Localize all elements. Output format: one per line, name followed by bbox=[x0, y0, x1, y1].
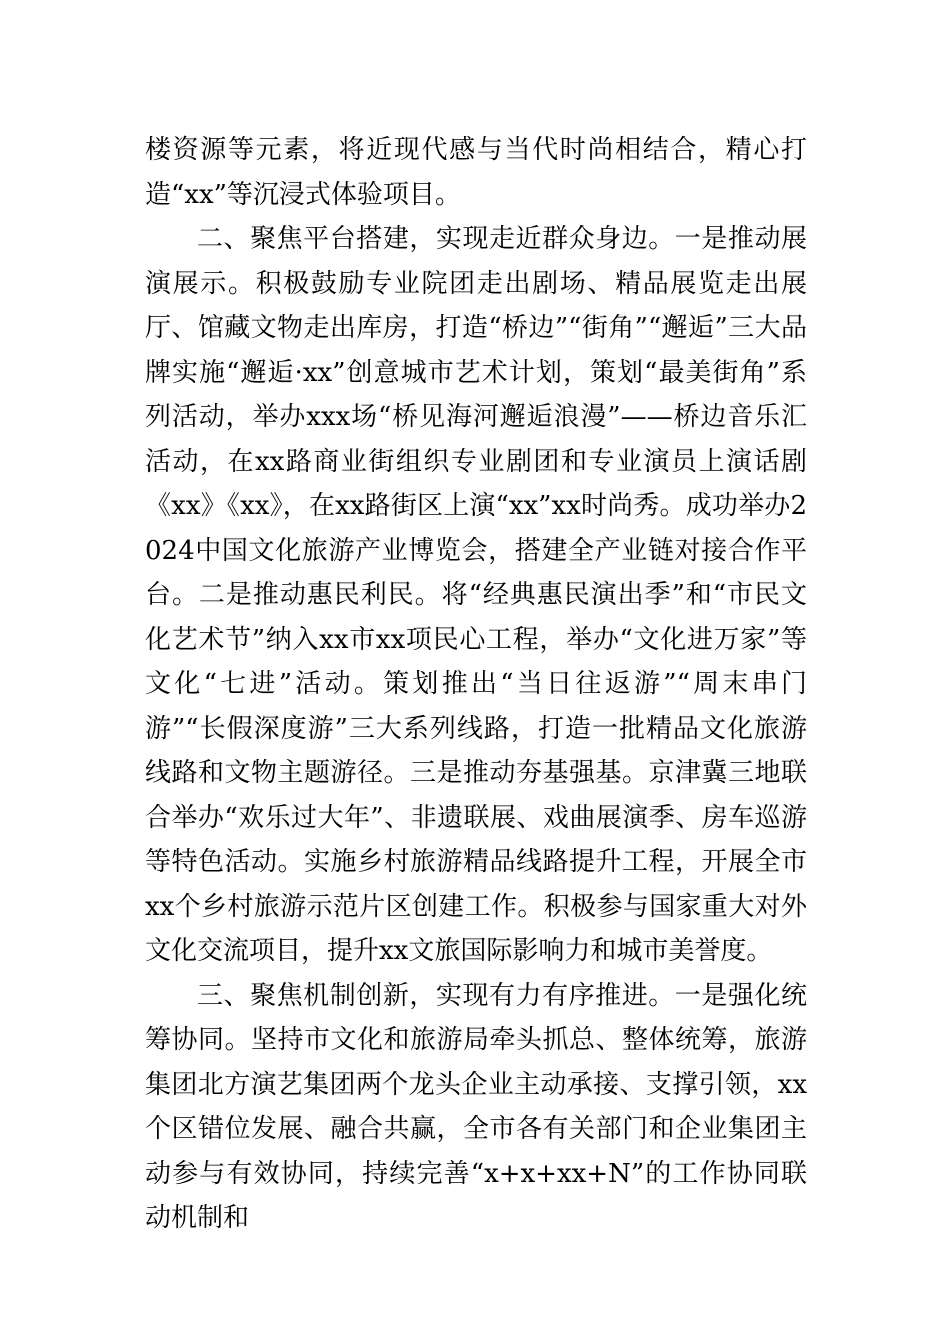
paragraph-platform-building: 二、聚焦平台搭建，实现走近群众身边。一是推动展演展示。积极鼓励专业院团走出剧场、精品展览走出展厅、馆藏文物走出库房，打造“桥边”“街角”“邂逅”三大品牌实施“邂逅·xx”创意城市艺术计划，策划“最美街角”系列活动，举办xxx场“桥见海河邂逅浪漫”——桥边音乐汇活动，在xx路商业街组织专业剧团和专业演员上演话剧《xx》《xx》，在xx路街区上演“xx”xx时尚秀。成功举办2024中国文化旅游产业博览会，搭建全产业链对接合作平台。二是推动惠民利民。将“经典惠民演出季”和“市民文化艺术节”纳入xx市xx项民心工程，举办“文化进万家”等文化“七进”活动。策划推出“当日往返游”“周末串门游”“长假深度游”三大系列线路，打造一批精品文化旅游线路和文物主题游径。三是推动夯基强基。京津冀三地联合举办“欢乐过大年”、非遗联展、戏曲展演季、房车巡游等特色活动。实施乡村旅游精品线路提升工程，开展全市xx个乡村旅游示范片区创建工作。积极参与国家重大对外文化交流项目，提升xx文旅国际影响力和城市美誉度。 bbox=[145, 224, 807, 966]
paragraph-mechanism-innovation: 三、聚焦机制创新，实现有力有序推进。一是强化统筹协同。坚持市文化和旅游局牵头抓总、整体统筹，旅游集团北方演艺集团两个龙头企业主动承接、支撑引领，xx个区错位发展、融合共赢，全市各有关部门和企业集团主动参与有效协同，持续完善“x+x+xx+N”的工作协同联动机制和 bbox=[145, 980, 807, 1233]
paragraph-continuation: 楼资源等元素，将近现代感与当代时尚相结合，精心打造“xx”等沉浸式体验项目。 bbox=[145, 135, 807, 210]
document-body bbox=[145, 128, 807, 1241]
